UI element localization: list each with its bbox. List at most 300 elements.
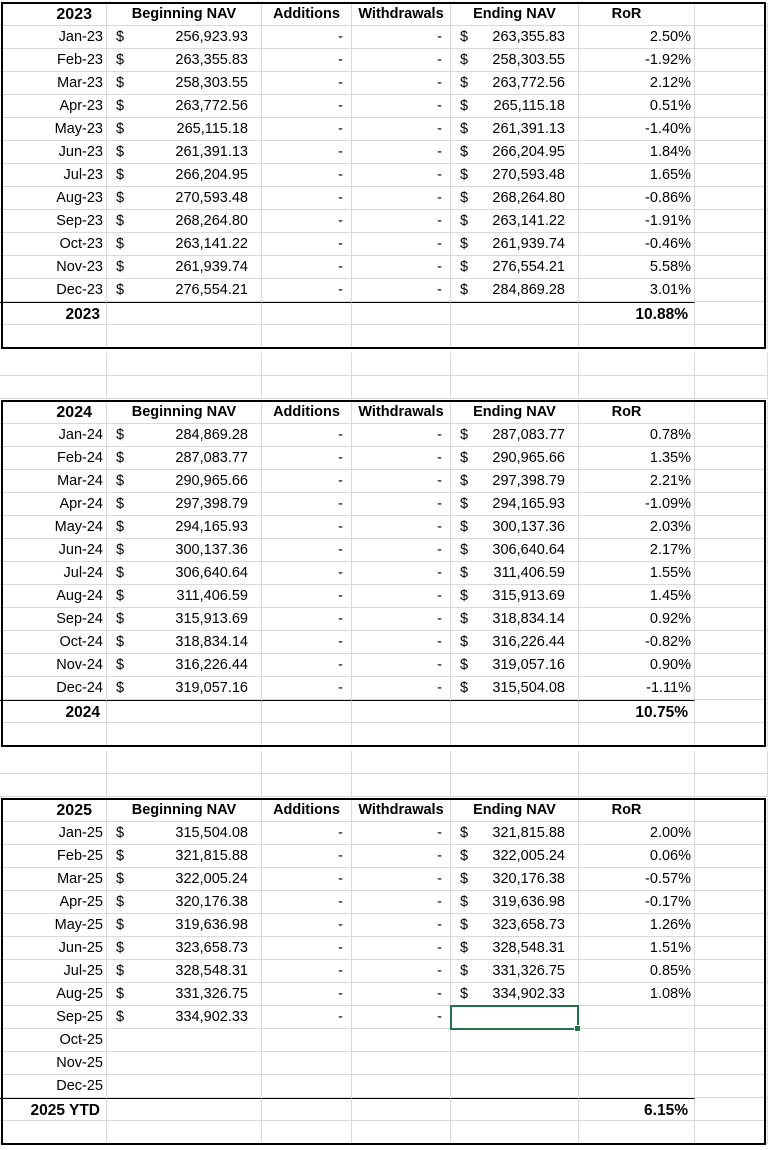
ror-cell[interactable] [579,1052,695,1075]
ror-cell[interactable] [579,256,695,279]
empty-cell[interactable] [107,751,262,774]
empty-cell[interactable] [695,233,768,256]
additions-cell[interactable] [262,516,352,539]
month-cell[interactable] [0,256,107,279]
withdrawals-cell[interactable] [352,210,451,233]
additions-cell[interactable] [262,26,352,49]
beginning-nav-cell[interactable] [107,233,262,256]
month-cell[interactable] [0,516,107,539]
withdrawals-cell[interactable] [352,424,451,447]
withdrawals-header[interactable] [352,799,451,822]
empty-cell[interactable] [107,325,262,348]
ending-nav-cell[interactable] [451,49,579,72]
ror-cell[interactable] [579,26,695,49]
beginning-nav-cell[interactable] [107,608,262,631]
ending-nav-header[interactable] [451,799,579,822]
month-cell[interactable] [0,631,107,654]
empty-cell[interactable] [695,401,768,424]
empty-cell[interactable] [262,774,352,797]
withdrawals-cell[interactable] [352,256,451,279]
empty-cell[interactable] [695,424,768,447]
empty-cell[interactable] [695,937,768,960]
additions-cell[interactable] [262,447,352,470]
empty-cell[interactable] [352,700,451,723]
ror-cell[interactable] [579,141,695,164]
empty-cell[interactable] [107,723,262,746]
month-cell[interactable] [0,677,107,700]
beginning-nav-header[interactable] [107,799,262,822]
ending-nav-cell[interactable] [451,654,579,677]
empty-cell[interactable] [695,26,768,49]
beginning-nav-cell[interactable] [107,562,262,585]
ror-cell[interactable] [579,279,695,302]
empty-cell[interactable] [352,774,451,797]
empty-cell[interactable] [695,868,768,891]
empty-cell[interactable] [695,1121,768,1144]
ending-nav-header[interactable] [451,401,579,424]
ror-cell[interactable] [579,49,695,72]
empty-cell[interactable] [107,302,262,325]
empty-cell[interactable] [579,774,695,797]
additions-cell[interactable] [262,279,352,302]
empty-cell[interactable] [451,700,579,723]
empty-cell[interactable] [451,376,579,399]
empty-cell[interactable] [262,700,352,723]
withdrawals-cell[interactable] [352,608,451,631]
ror-cell[interactable] [579,1075,695,1098]
additions-cell[interactable] [262,677,352,700]
additions-cell[interactable] [262,654,352,677]
additions-cell[interactable] [262,937,352,960]
additions-cell[interactable] [262,187,352,210]
ror-cell[interactable] [579,562,695,585]
total-ror-cell[interactable] [579,302,695,325]
empty-cell[interactable] [451,302,579,325]
month-cell[interactable] [0,141,107,164]
beginning-nav-cell[interactable] [107,26,262,49]
empty-cell[interactable] [695,187,768,210]
withdrawals-cell[interactable] [352,914,451,937]
withdrawals-cell[interactable] [352,447,451,470]
additions-cell[interactable] [262,164,352,187]
beginning-nav-cell[interactable] [107,516,262,539]
additions-cell[interactable] [262,424,352,447]
withdrawals-cell[interactable] [352,677,451,700]
empty-cell[interactable] [451,1098,579,1121]
empty-cell[interactable] [0,774,107,797]
empty-cell[interactable] [451,325,579,348]
beginning-nav-cell[interactable] [107,845,262,868]
month-cell[interactable] [0,72,107,95]
month-cell[interactable] [0,914,107,937]
empty-cell[interactable] [695,562,768,585]
empty-cell[interactable] [0,325,107,348]
empty-cell[interactable] [262,325,352,348]
month-cell[interactable] [0,822,107,845]
ror-cell[interactable] [579,187,695,210]
empty-cell[interactable] [695,654,768,677]
month-cell[interactable] [0,26,107,49]
month-cell[interactable] [0,1006,107,1029]
ending-nav-cell[interactable] [451,937,579,960]
beginning-nav-cell[interactable] [107,95,262,118]
fill-handle[interactable] [574,1025,581,1032]
empty-cell[interactable] [352,353,451,376]
empty-cell[interactable] [695,983,768,1006]
additions-cell[interactable] [262,493,352,516]
month-cell[interactable] [0,447,107,470]
month-cell[interactable] [0,562,107,585]
additions-cell[interactable] [262,631,352,654]
empty-cell[interactable] [262,751,352,774]
ending-nav-cell[interactable] [451,210,579,233]
empty-cell[interactable] [579,723,695,746]
ending-nav-cell[interactable] [451,118,579,141]
empty-cell[interactable] [695,1006,768,1029]
total-label-cell[interactable] [0,700,107,723]
ending-nav-cell[interactable] [451,164,579,187]
beginning-nav-cell[interactable] [107,983,262,1006]
ror-cell[interactable] [579,516,695,539]
ending-nav-cell[interactable] [451,585,579,608]
empty-cell[interactable] [695,799,768,822]
empty-cell[interactable] [695,845,768,868]
empty-cell[interactable] [451,751,579,774]
ror-cell[interactable] [579,677,695,700]
empty-cell[interactable] [695,822,768,845]
ending-nav-cell[interactable] [451,493,579,516]
beginning-nav-cell[interactable] [107,118,262,141]
withdrawals-cell[interactable] [352,1029,451,1052]
empty-cell[interactable] [695,700,768,723]
beginning-nav-cell[interactable] [107,914,262,937]
empty-cell[interactable] [695,1052,768,1075]
month-cell[interactable] [0,983,107,1006]
empty-cell[interactable] [262,1098,352,1121]
ror-cell[interactable] [579,585,695,608]
ror-cell[interactable] [579,983,695,1006]
additions-cell[interactable] [262,585,352,608]
empty-cell[interactable] [0,376,107,399]
total-label-cell[interactable] [0,302,107,325]
ror-cell[interactable] [579,72,695,95]
additions-cell[interactable] [262,95,352,118]
empty-cell[interactable] [695,585,768,608]
month-cell[interactable] [0,49,107,72]
empty-cell[interactable] [0,723,107,746]
month-cell[interactable] [0,493,107,516]
ror-cell[interactable] [579,960,695,983]
additions-cell[interactable] [262,1029,352,1052]
ending-nav-cell[interactable] [451,891,579,914]
additions-cell[interactable] [262,868,352,891]
month-cell[interactable] [0,845,107,868]
empty-cell[interactable] [695,1098,768,1121]
month-cell[interactable] [0,118,107,141]
month-cell[interactable] [0,233,107,256]
withdrawals-cell[interactable] [352,187,451,210]
month-cell[interactable] [0,95,107,118]
month-cell[interactable] [0,279,107,302]
additions-cell[interactable] [262,608,352,631]
withdrawals-cell[interactable] [352,868,451,891]
active-cell-selection[interactable] [450,1005,579,1030]
beginning-nav-cell[interactable] [107,654,262,677]
empty-cell[interactable] [695,256,768,279]
ror-cell[interactable] [579,608,695,631]
empty-cell[interactable] [107,376,262,399]
beginning-nav-cell[interactable] [107,470,262,493]
empty-cell[interactable] [695,1029,768,1052]
ror-cell[interactable] [579,447,695,470]
beginning-nav-cell[interactable] [107,1075,262,1098]
empty-cell[interactable] [695,608,768,631]
ending-nav-cell[interactable] [451,914,579,937]
beginning-nav-header[interactable] [107,401,262,424]
month-cell[interactable] [0,585,107,608]
ending-nav-cell[interactable] [451,868,579,891]
empty-cell[interactable] [695,493,768,516]
ending-nav-cell[interactable] [451,1075,579,1098]
empty-cell[interactable] [695,751,768,774]
empty-cell[interactable] [451,1121,579,1144]
ending-nav-cell[interactable] [451,233,579,256]
empty-cell[interactable] [262,353,352,376]
withdrawals-cell[interactable] [352,141,451,164]
beginning-nav-cell[interactable] [107,1029,262,1052]
beginning-nav-cell[interactable] [107,256,262,279]
ror-cell[interactable] [579,118,695,141]
withdrawals-cell[interactable] [352,585,451,608]
beginning-nav-cell[interactable] [107,187,262,210]
ror-cell[interactable] [579,164,695,187]
empty-cell[interactable] [262,1121,352,1144]
withdrawals-cell[interactable] [352,983,451,1006]
additions-cell[interactable] [262,118,352,141]
beginning-nav-cell[interactable] [107,493,262,516]
beginning-nav-cell[interactable] [107,1006,262,1029]
year-heading[interactable] [0,401,107,424]
year-heading[interactable] [0,3,107,26]
ror-cell[interactable] [579,424,695,447]
ending-nav-cell[interactable] [451,539,579,562]
empty-cell[interactable] [262,376,352,399]
additions-header[interactable] [262,401,352,424]
withdrawals-cell[interactable] [352,562,451,585]
ending-nav-cell[interactable] [451,141,579,164]
empty-cell[interactable] [695,164,768,187]
empty-cell[interactable] [352,1098,451,1121]
beginning-nav-cell[interactable] [107,141,262,164]
ror-cell[interactable] [579,914,695,937]
withdrawals-cell[interactable] [352,49,451,72]
withdrawals-header[interactable] [352,3,451,26]
beginning-nav-cell[interactable] [107,891,262,914]
ror-cell[interactable] [579,1006,695,1029]
empty-cell[interactable] [0,1121,107,1144]
withdrawals-cell[interactable] [352,822,451,845]
withdrawals-cell[interactable] [352,960,451,983]
beginning-nav-cell[interactable] [107,868,262,891]
ending-nav-cell[interactable] [451,279,579,302]
ror-cell[interactable] [579,891,695,914]
empty-cell[interactable] [695,470,768,493]
empty-cell[interactable] [352,1121,451,1144]
ending-nav-cell[interactable] [451,608,579,631]
withdrawals-cell[interactable] [352,95,451,118]
month-cell[interactable] [0,608,107,631]
empty-cell[interactable] [695,141,768,164]
empty-cell[interactable] [695,723,768,746]
empty-cell[interactable] [352,751,451,774]
ending-nav-cell[interactable] [451,256,579,279]
additions-cell[interactable] [262,539,352,562]
ending-nav-cell[interactable] [451,631,579,654]
ending-nav-cell[interactable] [451,960,579,983]
month-cell[interactable] [0,164,107,187]
ror-header[interactable] [579,3,695,26]
withdrawals-cell[interactable] [352,118,451,141]
additions-cell[interactable] [262,1006,352,1029]
ror-cell[interactable] [579,470,695,493]
additions-cell[interactable] [262,891,352,914]
empty-cell[interactable] [695,914,768,937]
ror-cell[interactable] [579,210,695,233]
beginning-nav-header[interactable] [107,3,262,26]
total-ror-cell[interactable] [579,700,695,723]
ending-nav-cell[interactable] [451,26,579,49]
empty-cell[interactable] [451,353,579,376]
empty-cell[interactable] [695,631,768,654]
ror-cell[interactable] [579,539,695,562]
ror-cell[interactable] [579,845,695,868]
empty-cell[interactable] [695,376,768,399]
empty-cell[interactable] [107,700,262,723]
beginning-nav-cell[interactable] [107,822,262,845]
empty-cell[interactable] [695,960,768,983]
withdrawals-cell[interactable] [352,937,451,960]
withdrawals-cell[interactable] [352,72,451,95]
withdrawals-cell[interactable] [352,654,451,677]
ror-cell[interactable] [579,937,695,960]
month-cell[interactable] [0,960,107,983]
ending-nav-cell[interactable] [451,447,579,470]
ending-nav-cell[interactable] [451,424,579,447]
withdrawals-cell[interactable] [352,631,451,654]
additions-cell[interactable] [262,1052,352,1075]
empty-cell[interactable] [695,447,768,470]
empty-cell[interactable] [695,1075,768,1098]
additions-cell[interactable] [262,49,352,72]
ending-nav-cell[interactable] [451,562,579,585]
total-ror-cell[interactable] [579,1098,695,1121]
empty-cell[interactable] [107,353,262,376]
beginning-nav-cell[interactable] [107,585,262,608]
additions-cell[interactable] [262,960,352,983]
ror-cell[interactable] [579,822,695,845]
additions-header[interactable] [262,3,352,26]
empty-cell[interactable] [695,539,768,562]
withdrawals-cell[interactable] [352,493,451,516]
month-cell[interactable] [0,187,107,210]
withdrawals-header[interactable] [352,401,451,424]
empty-cell[interactable] [695,325,768,348]
year-heading[interactable] [0,799,107,822]
empty-cell[interactable] [695,210,768,233]
ending-nav-cell[interactable] [451,1052,579,1075]
empty-cell[interactable] [352,325,451,348]
additions-cell[interactable] [262,822,352,845]
withdrawals-cell[interactable] [352,891,451,914]
empty-cell[interactable] [0,353,107,376]
additions-cell[interactable] [262,256,352,279]
empty-cell[interactable] [352,302,451,325]
empty-cell[interactable] [451,774,579,797]
beginning-nav-cell[interactable] [107,72,262,95]
ending-nav-cell[interactable] [451,187,579,210]
additions-cell[interactable] [262,210,352,233]
ending-nav-cell[interactable] [451,95,579,118]
additions-cell[interactable] [262,983,352,1006]
month-cell[interactable] [0,424,107,447]
empty-cell[interactable] [451,723,579,746]
additions-cell[interactable] [262,562,352,585]
empty-cell[interactable] [579,353,695,376]
empty-cell[interactable] [695,95,768,118]
empty-cell[interactable] [695,677,768,700]
empty-cell[interactable] [579,1121,695,1144]
total-label-cell[interactable] [0,1098,107,1121]
ending-nav-cell[interactable] [451,72,579,95]
beginning-nav-cell[interactable] [107,49,262,72]
withdrawals-cell[interactable] [352,279,451,302]
ror-header[interactable] [579,799,695,822]
empty-cell[interactable] [695,279,768,302]
beginning-nav-cell[interactable] [107,1052,262,1075]
empty-cell[interactable] [695,891,768,914]
ending-nav-cell[interactable] [451,1029,579,1052]
withdrawals-cell[interactable] [352,26,451,49]
month-cell[interactable] [0,654,107,677]
beginning-nav-cell[interactable] [107,210,262,233]
month-cell[interactable] [0,1052,107,1075]
withdrawals-cell[interactable] [352,845,451,868]
empty-cell[interactable] [695,118,768,141]
beginning-nav-cell[interactable] [107,447,262,470]
withdrawals-cell[interactable] [352,470,451,493]
ror-cell[interactable] [579,1029,695,1052]
month-cell[interactable] [0,937,107,960]
beginning-nav-cell[interactable] [107,164,262,187]
ror-cell[interactable] [579,868,695,891]
month-cell[interactable] [0,868,107,891]
additions-cell[interactable] [262,470,352,493]
empty-cell[interactable] [107,1098,262,1121]
ending-nav-cell[interactable] [451,822,579,845]
withdrawals-cell[interactable] [352,1006,451,1029]
empty-cell[interactable] [352,723,451,746]
empty-cell[interactable] [695,516,768,539]
additions-cell[interactable] [262,141,352,164]
additions-header[interactable] [262,799,352,822]
withdrawals-cell[interactable] [352,233,451,256]
additions-cell[interactable] [262,233,352,256]
ending-nav-cell[interactable] [451,845,579,868]
ror-header[interactable] [579,401,695,424]
withdrawals-cell[interactable] [352,164,451,187]
withdrawals-cell[interactable] [352,1052,451,1075]
empty-cell[interactable] [579,751,695,774]
